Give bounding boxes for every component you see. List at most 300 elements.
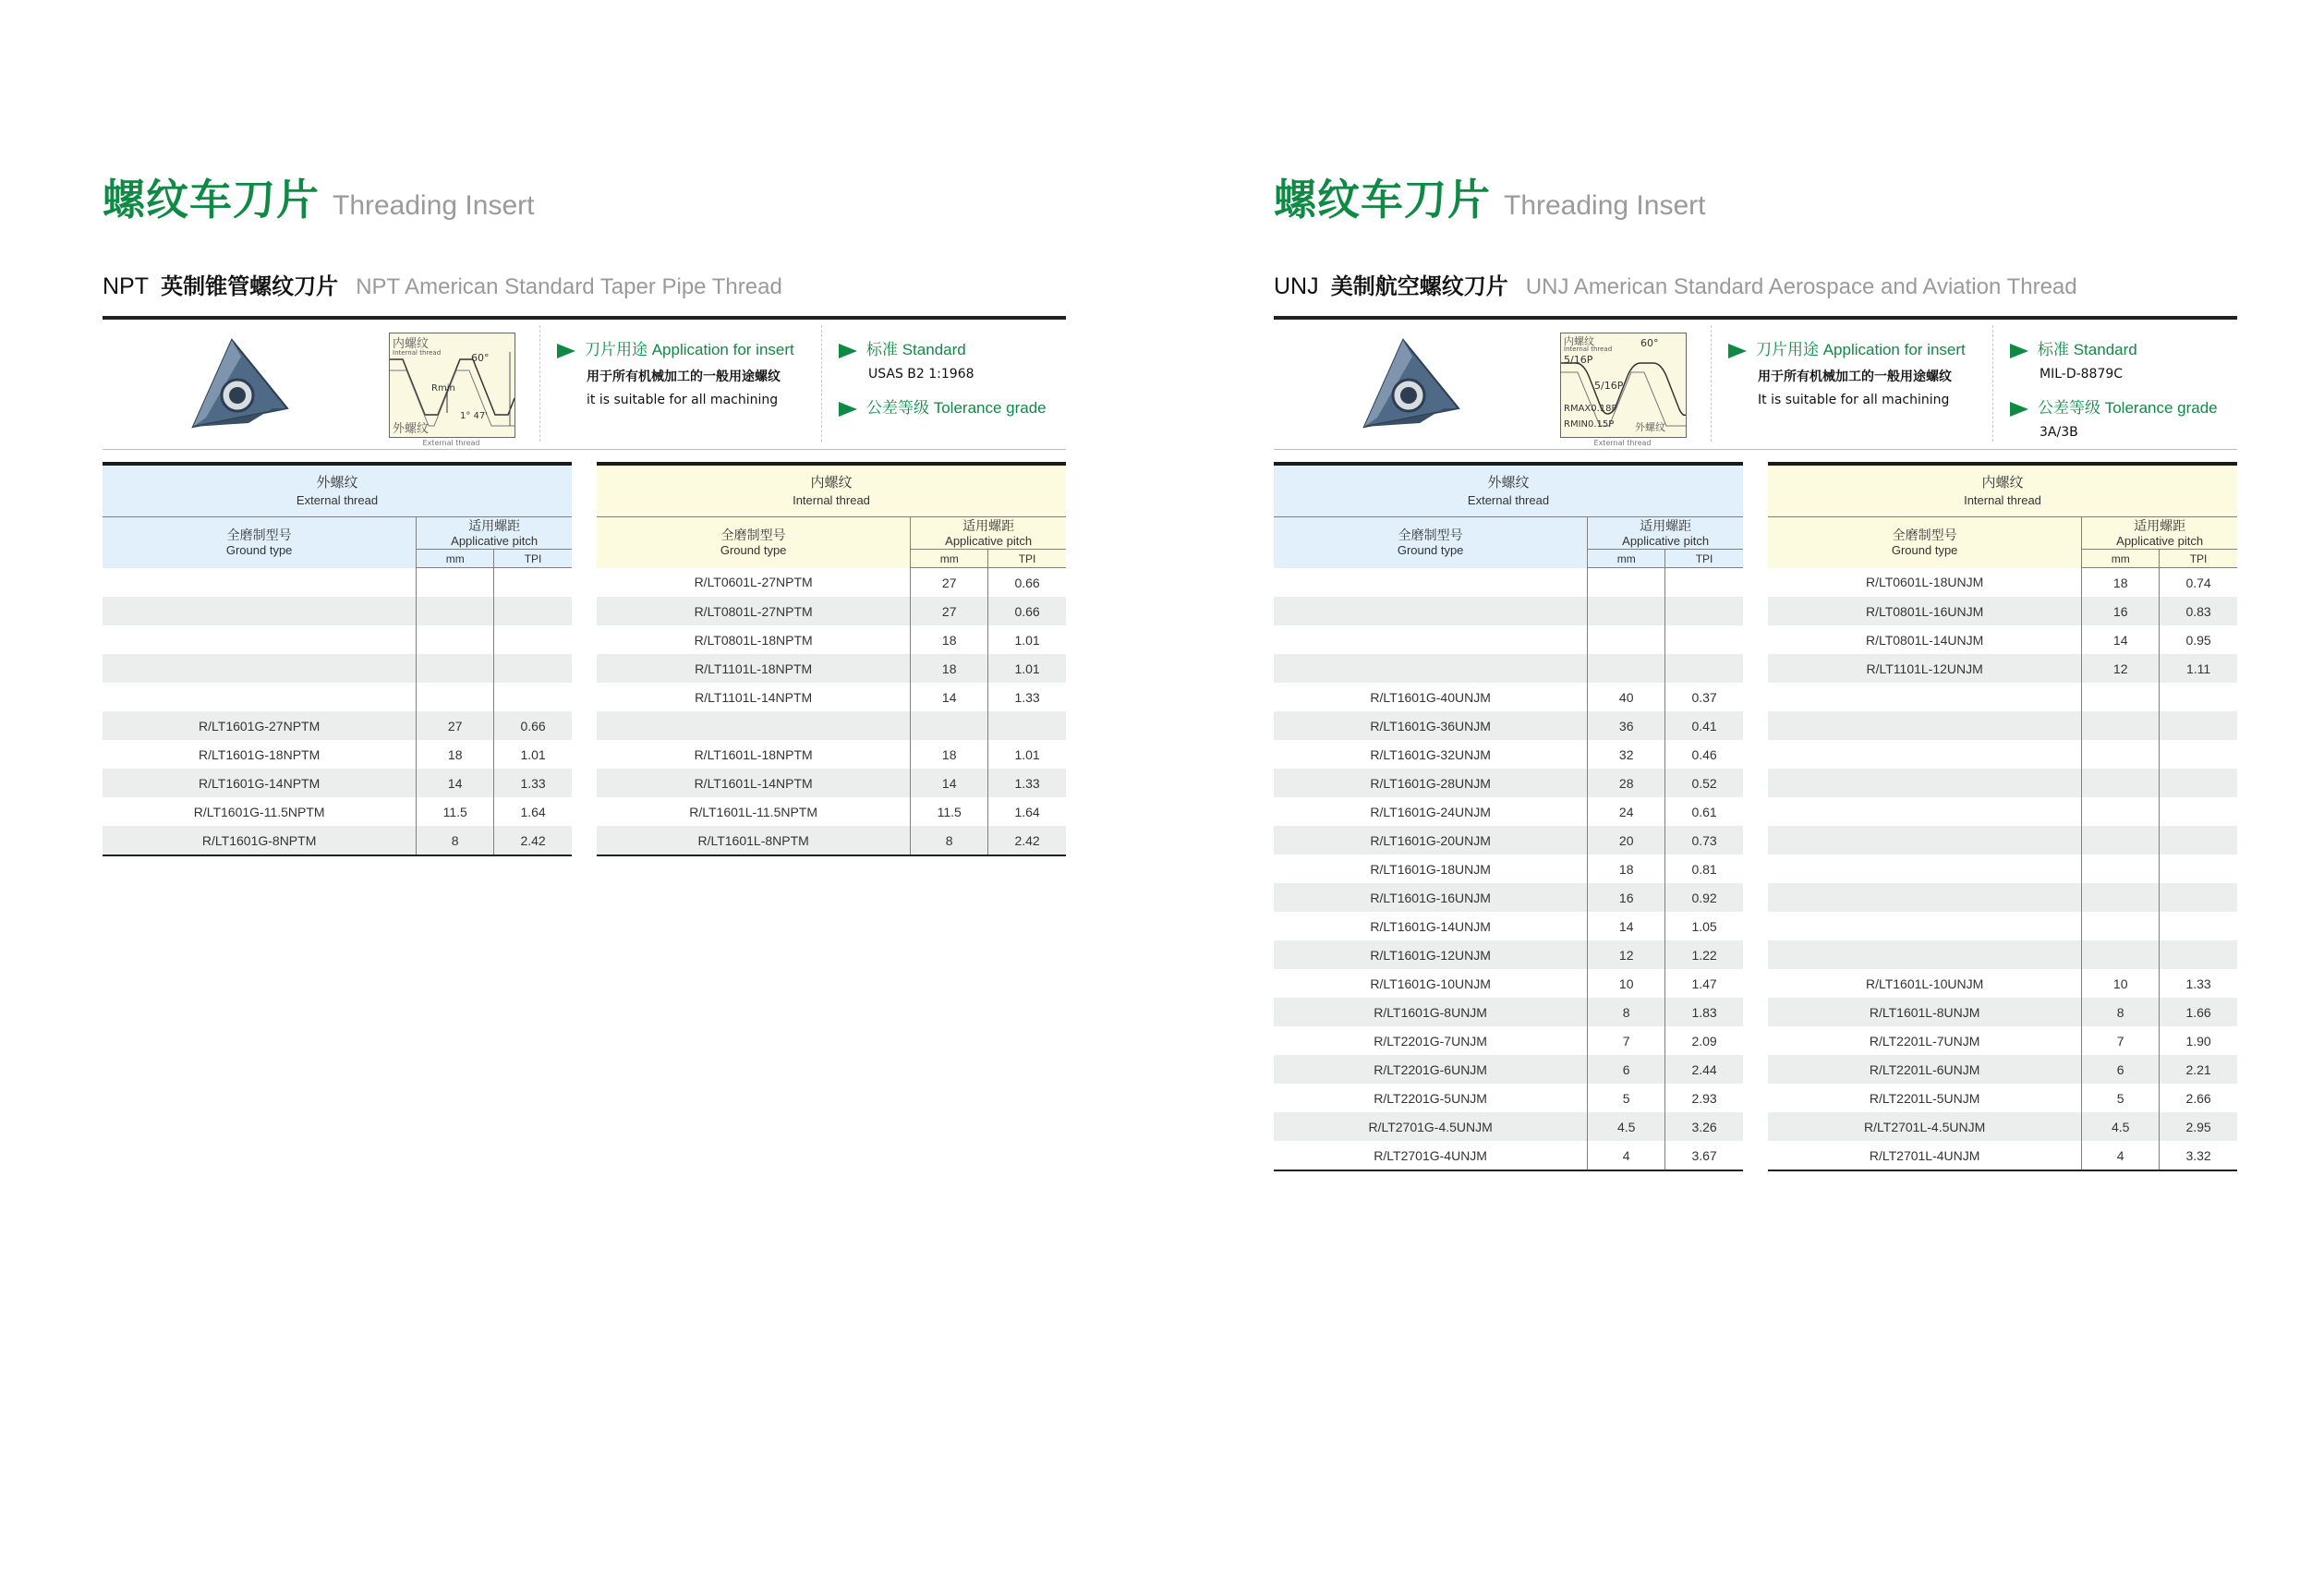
table-row <box>1274 855 1743 883</box>
pitch-mm-cell: 18 <box>1588 855 1665 883</box>
table-row <box>1274 1055 1743 1084</box>
model-cell <box>103 597 417 625</box>
pitch-tpi-cell <box>2160 940 2237 969</box>
pitch-mm-cell <box>1588 625 1665 654</box>
table-row <box>1768 940 2237 969</box>
model-cell: R/LT1601G-14NPTM <box>103 769 417 797</box>
threading-insert-image <box>1355 334 1466 436</box>
pitch-tpi-cell: 0.92 <box>1665 883 1743 912</box>
standard-block <box>2010 336 2218 440</box>
pitch-mm-cell: 8 <box>417 826 494 855</box>
model-cell: R/LT1601G-36UNJM <box>1274 711 1588 740</box>
title-en: Threading Insert <box>1504 190 1706 221</box>
model-cell: R/LT2201G-5UNJM <box>1374 1090 1487 1106</box>
subtitle-cn: 美制航空螺纹刀片 <box>1330 273 1508 299</box>
thread-code: UNJ <box>1274 273 1319 299</box>
model-cell <box>1274 654 1588 683</box>
model-cell: R/LT1601G-10UNJM <box>1370 976 1491 991</box>
pitch-tpi-cell <box>494 654 572 683</box>
pitch-tpi-cell <box>1665 625 1743 654</box>
table-row <box>597 654 1066 683</box>
model-cell: R/LT0801L-16UNJM <box>1768 597 2082 625</box>
pitch-tpi-cell: 2.42 <box>494 826 572 855</box>
pitch-tpi-cell: 0.81 <box>1665 855 1743 883</box>
table-row <box>1274 883 1743 912</box>
pitch-tpi-cell: 1.64 <box>988 797 1066 826</box>
model-cell <box>1768 711 2082 740</box>
pitch-mm-cell: 16 <box>1588 883 1665 912</box>
pitch-tpi-cell <box>2160 797 2237 826</box>
table-row <box>1768 1055 2237 1084</box>
table-row <box>1768 1112 2237 1141</box>
table-row <box>1768 1026 2237 1055</box>
title-cn: 螺纹车刀片 <box>103 175 320 224</box>
pitch-tpi-cell: 2.09 <box>1665 1026 1743 1055</box>
table-row <box>1768 912 2237 940</box>
pitch-mm-cell: 8 <box>2082 998 2160 1026</box>
pitch-tpi-cell <box>2160 912 2237 940</box>
arrow-icon <box>2010 344 2028 358</box>
table-row <box>597 568 1066 598</box>
pitch-mm-cell <box>417 683 494 711</box>
table-row <box>1274 826 1743 855</box>
pitch-mm-cell: 6 <box>2082 1055 2160 1084</box>
application-head: 刀片用途 Application for insert <box>1756 341 1966 358</box>
table-row <box>103 740 572 769</box>
model-cell <box>103 568 417 598</box>
divider <box>539 325 540 442</box>
arrow-icon <box>2010 402 2028 417</box>
model-cell: R/LT2701L-4UNJM <box>1768 1141 2082 1170</box>
pitch-column-header: 适用螺距 Applicative pitch <box>1588 517 1743 550</box>
table-row <box>1768 883 2237 912</box>
table-row <box>1274 597 1743 625</box>
table-row <box>1768 797 2237 826</box>
table-row <box>1274 797 1743 826</box>
pitch-tpi-cell: 1.47 <box>1665 969 1743 998</box>
pitch-tpi-cell <box>2160 855 2237 883</box>
pitch-tpi-cell: 1.01 <box>988 625 1066 654</box>
diag-external-cn: 外螺纹 <box>393 422 430 436</box>
model-cell: R/LT0801L-27NPTM <box>597 597 911 625</box>
diag-internal-cn: 内螺纹 <box>393 337 430 351</box>
pitch-mm-cell: 12 <box>1588 940 1665 969</box>
model-cell <box>1768 797 2082 826</box>
table-row <box>597 683 1066 711</box>
diag-internal-en: Internal thread <box>393 349 442 357</box>
pitch-mm-cell <box>2082 912 2160 940</box>
pitch-mm-cell: 4 <box>2082 1141 2160 1170</box>
unit-mm: mm <box>2082 550 2160 568</box>
table-row <box>103 683 572 711</box>
pitch-mm-cell: 28 <box>1588 769 1665 797</box>
unit-tpi: TPI <box>494 550 572 568</box>
pitch-tpi-cell: 1.33 <box>988 769 1066 797</box>
subtitle-en: UNJ American Standard Aerospace and Aviation Thread <box>1525 274 2077 299</box>
page-title <box>103 166 534 227</box>
pitch-mm-cell: 12 <box>2082 654 2160 683</box>
pitch-mm-cell <box>2082 797 2160 826</box>
pitch-tpi-cell: 3.26 <box>1665 1112 1743 1141</box>
model-cell: R/LT1601G-8NPTM <box>103 826 417 855</box>
pitch-mm-cell <box>1588 654 1665 683</box>
model-cell: R/LT1101L-12UNJM <box>1768 654 2082 683</box>
model-cell <box>1274 568 1588 598</box>
application-line-cn: 用于所有机械加工的一般用途螺纹 <box>1758 370 1952 384</box>
pitch-mm-cell: 32 <box>1588 740 1665 769</box>
model-cell: R/LT1601G-32UNJM <box>1370 746 1491 762</box>
table-row <box>1768 855 2237 883</box>
pitch-tpi-cell: 0.41 <box>1665 711 1743 740</box>
table-row <box>1274 969 1743 998</box>
pitch-tpi-cell <box>2160 683 2237 711</box>
table-row <box>1274 769 1743 797</box>
pitch-mm-cell: 5 <box>2082 1084 2160 1112</box>
subtitle-cn: 英制锥管螺纹刀片 <box>161 273 339 299</box>
pitch-tpi-cell <box>2160 883 2237 912</box>
thread-profile-diagram <box>1560 333 1687 438</box>
application-line-cn: 用于所有机械加工的一般用途螺纹 <box>587 370 781 384</box>
table-row <box>1274 740 1743 769</box>
model-cell <box>1768 683 2082 711</box>
diag-p1: 5/16P <box>1564 354 1593 366</box>
application-block <box>557 336 794 407</box>
pitch-tpi-cell <box>2160 769 2237 797</box>
pitch-tpi-cell: 1.90 <box>2160 1026 2237 1055</box>
table-row <box>597 597 1066 625</box>
pitch-mm-cell <box>2082 855 2160 883</box>
pitch-mm-cell <box>1588 597 1665 625</box>
model-cell: R/LT1601G-11.5NPTM <box>193 804 325 819</box>
thread-profile-diagram <box>389 333 515 438</box>
model-cell <box>1274 597 1588 625</box>
unit-tpi: TPI <box>988 550 1066 568</box>
subtitle-en: NPT American Standard Taper Pipe Thread <box>356 274 782 299</box>
divider <box>1711 325 1712 442</box>
pitch-tpi-cell <box>988 711 1066 740</box>
model-cell: R/LT2701G-4.5UNJM <box>1274 1112 1588 1141</box>
table-row <box>1768 998 2237 1026</box>
pitch-mm-cell: 14 <box>417 769 494 797</box>
table-row <box>597 797 1066 826</box>
pitch-mm-cell <box>2082 940 2160 969</box>
external-thread-table <box>103 462 572 856</box>
pitch-mm-cell: 20 <box>1588 826 1665 855</box>
arrow-icon <box>1728 344 1747 358</box>
model-cell <box>1768 883 2082 912</box>
pitch-mm-cell: 14 <box>1588 912 1665 940</box>
standard-head: 标准 Standard <box>2038 341 2137 358</box>
table-row <box>1768 969 2237 998</box>
model-cell <box>1768 940 2082 969</box>
pitch-mm-cell: 16 <box>2082 597 2160 625</box>
pitch-mm-cell: 24 <box>1588 797 1665 826</box>
model-cell <box>1768 912 2082 940</box>
pitch-tpi-cell: 1.33 <box>988 683 1066 711</box>
application-head: 刀片用途 Application for insert <box>585 341 794 358</box>
pitch-mm-cell: 8 <box>911 826 988 855</box>
tolerance-head: 公差等级 Tolerance grade <box>2038 399 2218 417</box>
model-cell <box>1768 740 2082 769</box>
model-cell <box>103 654 417 683</box>
model-cell: R/LT1601G-16UNJM <box>1274 883 1588 912</box>
model-cell: R/LT2201G-6UNJM <box>1274 1055 1588 1084</box>
table-row <box>1768 1141 2237 1170</box>
model-cell: R/LT0601L-27NPTM <box>694 575 813 590</box>
pitch-mm-cell: 10 <box>2082 969 2160 998</box>
pitch-tpi-cell: 1.01 <box>988 740 1066 769</box>
pitch-tpi-cell: 0.74 <box>2160 568 2237 598</box>
diag-external-en: External thread <box>1593 439 1652 447</box>
model-cell: R/LT1101L-14NPTM <box>695 689 813 705</box>
pitch-tpi-cell <box>2160 826 2237 855</box>
unit-mm: mm <box>417 550 494 568</box>
pitch-tpi-cell: 2.66 <box>2160 1084 2237 1112</box>
table-row <box>1274 711 1743 740</box>
model-cell: R/LT1601G-18UNJM <box>1370 861 1491 877</box>
model-cell: R/LT1601L-18NPTM <box>694 746 813 762</box>
model-cell: R/LT1601G-24UNJM <box>1370 804 1491 819</box>
pitch-tpi-cell <box>1665 597 1743 625</box>
pitch-mm-cell: 40 <box>1588 683 1665 711</box>
table-row <box>1768 826 2237 855</box>
group-header: 外螺纹 External thread <box>1274 464 1743 517</box>
pitch-mm-cell: 36 <box>1588 711 1665 740</box>
standard-block <box>839 336 1047 418</box>
diag-internal-en: Internal thread <box>1564 345 1613 353</box>
application-block <box>1728 336 1966 407</box>
tolerance-value: 3A/3B <box>2040 425 2078 440</box>
pitch-tpi-cell: 2.93 <box>1665 1084 1743 1112</box>
pitch-column-header: 适用螺距 Applicative pitch <box>2082 517 2237 550</box>
model-cell <box>103 683 417 711</box>
pitch-mm-cell: 27 <box>417 711 494 740</box>
table-row <box>103 826 572 855</box>
pitch-mm-cell <box>2082 826 2160 855</box>
diag-internal-cn: 内螺纹 <box>1564 335 1594 347</box>
diag-external-en: External thread <box>422 439 480 447</box>
pitch-mm-cell <box>2082 769 2160 797</box>
table-row <box>1274 1026 1743 1055</box>
model-cell: R/LT1601L-14NPTM <box>597 769 911 797</box>
standard-head: 标准 Standard <box>866 341 966 358</box>
pitch-tpi-cell <box>494 597 572 625</box>
model-cell <box>103 625 417 654</box>
model-cell: R/LT2201L-7UNJM <box>1869 1033 1980 1049</box>
model-cell: R/LT1601G-12UNJM <box>1274 940 1588 969</box>
diag-rmax: RMAX0.18P <box>1564 404 1617 414</box>
unit-tpi: TPI <box>2160 550 2237 568</box>
model-cell: R/LT0601L-18UNJM <box>1865 575 1984 590</box>
model-cell: R/LT2701G-4UNJM <box>1274 1141 1588 1170</box>
model-cell <box>1768 826 2082 855</box>
group-header: 内螺纹 Internal thread <box>597 464 1066 517</box>
pitch-mm-cell: 6 <box>1588 1055 1665 1084</box>
pitch-mm-cell: 27 <box>911 568 988 598</box>
application-line-en: it is suitable for all machining <box>587 393 779 407</box>
pitch-tpi-cell: 2.42 <box>988 826 1066 855</box>
model-cell <box>1768 769 2082 797</box>
pitch-tpi-cell: 0.83 <box>2160 597 2237 625</box>
model-cell: R/LT1601G-28UNJM <box>1274 769 1588 797</box>
pitch-mm-cell: 8 <box>1588 998 1665 1026</box>
internal-thread-table <box>597 462 1066 856</box>
model-cell: R/LT1601G-27NPTM <box>103 711 417 740</box>
pitch-mm-cell: 14 <box>2082 625 2160 654</box>
pitch-tpi-cell: 1.83 <box>1665 998 1743 1026</box>
pitch-tpi-cell: 1.11 <box>2160 654 2237 683</box>
table-row <box>1768 683 2237 711</box>
diag-p2: 5/16P <box>1594 380 1624 392</box>
model-cell: R/LT1601L-11.5NPTM <box>689 804 818 819</box>
pitch-mm-cell: 18 <box>417 740 494 769</box>
table-row <box>103 797 572 826</box>
table-row <box>597 826 1066 855</box>
model-cell: R/LT2201L-5UNJM <box>1869 1090 1980 1106</box>
pitch-tpi-cell: 2.44 <box>1665 1055 1743 1084</box>
pitch-tpi-cell: 2.95 <box>2160 1112 2237 1141</box>
model-column-header: 全磨制型号 Ground type <box>1274 517 1588 568</box>
model-cell: R/LT1601G-20UNJM <box>1274 826 1588 855</box>
pitch-tpi-cell <box>494 625 572 654</box>
table-row <box>103 568 572 598</box>
table-row <box>1274 1141 1743 1170</box>
table-row <box>103 597 572 625</box>
arrow-icon <box>839 344 857 358</box>
tolerance-head: 公差等级 Tolerance grade <box>866 399 1047 417</box>
pitch-tpi-cell <box>494 568 572 598</box>
section-subtitle <box>103 268 782 300</box>
diag-rmin: RMIN0.15P <box>1564 419 1615 430</box>
insert-info-band <box>1274 316 2237 450</box>
divider <box>1992 325 1993 442</box>
pitch-tpi-cell: 1.33 <box>2160 969 2237 998</box>
model-cell: R/LT1601G-8UNJM <box>1274 998 1588 1026</box>
diag-angle: 60° <box>1640 337 1659 349</box>
table-row <box>1768 568 2237 598</box>
table-row <box>1274 998 1743 1026</box>
pitch-tpi-cell: 0.66 <box>494 711 572 740</box>
table-row <box>103 625 572 654</box>
title-en: Threading Insert <box>333 190 535 221</box>
pitch-tpi-cell <box>2160 740 2237 769</box>
group-header: 内螺纹 Internal thread <box>1768 464 2237 517</box>
arrow-icon <box>557 344 575 358</box>
model-cell: R/LT2701L-4.5UNJM <box>1768 1112 2082 1141</box>
diag-angle: 60° <box>471 352 490 364</box>
model-cell: R/LT0801L-18NPTM <box>694 632 813 648</box>
pitch-tpi-cell: 2.21 <box>2160 1055 2237 1084</box>
section-subtitle <box>1274 268 2077 300</box>
pitch-tpi-cell: 0.66 <box>988 597 1066 625</box>
table-row <box>1768 625 2237 654</box>
table-row <box>1274 1112 1743 1141</box>
model-cell: R/LT1601G-18NPTM <box>199 746 321 762</box>
pitch-tpi-cell <box>1665 568 1743 598</box>
diag-external-cn: 外螺纹 <box>1635 421 1665 433</box>
table-row <box>1274 940 1743 969</box>
pitch-mm-cell: 11.5 <box>417 797 494 826</box>
pitch-tpi-cell: 0.66 <box>988 568 1066 598</box>
pitch-tpi-cell <box>494 683 572 711</box>
pitch-mm-cell <box>2082 740 2160 769</box>
pitch-tpi-cell: 0.52 <box>1665 769 1743 797</box>
pitch-mm-cell: 4.5 <box>1588 1112 1665 1141</box>
table-row <box>1768 1084 2237 1112</box>
model-cell: R/LT0801L-14UNJM <box>1865 632 1984 648</box>
model-cell: R/LT1601L-8NPTM <box>597 826 911 855</box>
pitch-tpi-cell <box>1665 654 1743 683</box>
model-cell: R/LT1601L-8UNJM <box>1768 998 2082 1026</box>
pitch-mm-cell: 18 <box>911 654 988 683</box>
pitch-mm-cell <box>1588 568 1665 598</box>
table-row <box>597 711 1066 740</box>
table-row <box>103 654 572 683</box>
table-row <box>597 625 1066 654</box>
pitch-tpi-cell: 0.61 <box>1665 797 1743 826</box>
model-column-header: 全磨制型号 Ground type <box>103 517 417 568</box>
pitch-tpi-cell: 1.66 <box>2160 998 2237 1026</box>
pitch-mm-cell: 4 <box>1588 1141 1665 1170</box>
pitch-tpi-cell: 1.05 <box>1665 912 1743 940</box>
pitch-tpi-cell: 0.73 <box>1665 826 1743 855</box>
pitch-mm-cell: 18 <box>2082 568 2160 598</box>
table-row <box>597 769 1066 797</box>
thread-code: NPT <box>103 273 149 299</box>
pitch-column-header: 适用螺距 Applicative pitch <box>417 517 572 550</box>
arrow-icon <box>839 402 857 417</box>
table-row <box>597 740 1066 769</box>
model-cell <box>597 711 911 740</box>
model-column-header: 全磨制型号 Ground type <box>1768 517 2082 568</box>
model-cell: R/LT1601G-14UNJM <box>1370 918 1491 934</box>
pitch-mm-cell: 14 <box>911 769 988 797</box>
pitch-mm-cell <box>417 597 494 625</box>
threading-insert-image <box>184 334 295 436</box>
table-row <box>1274 568 1743 598</box>
table-row <box>1274 683 1743 711</box>
pitch-mm-cell <box>2082 883 2160 912</box>
pitch-mm-cell: 27 <box>911 597 988 625</box>
table-row <box>1768 769 2237 797</box>
pitch-mm-cell: 18 <box>911 625 988 654</box>
model-cell: R/LT1601L-10UNJM <box>1865 976 1984 991</box>
group-header: 外螺纹 External thread <box>103 464 572 517</box>
pitch-tpi-cell: 3.67 <box>1665 1141 1743 1170</box>
pitch-mm-cell <box>417 625 494 654</box>
table-row <box>1274 912 1743 940</box>
pitch-mm-cell <box>2082 683 2160 711</box>
pitch-mm-cell: 11.5 <box>911 797 988 826</box>
pitch-tpi-cell: 3.32 <box>2160 1141 2237 1170</box>
table-row <box>1768 597 2237 625</box>
table-row <box>1274 625 1743 654</box>
title-cn: 螺纹车刀片 <box>1274 175 1491 224</box>
table-row <box>1274 1084 1743 1112</box>
pitch-tpi-cell: 0.95 <box>2160 625 2237 654</box>
model-cell <box>1274 625 1588 654</box>
table-row <box>1768 740 2237 769</box>
pitch-mm-cell: 5 <box>1588 1084 1665 1112</box>
pitch-mm-cell <box>911 711 988 740</box>
model-column-header: 全磨制型号 Ground type <box>597 517 911 568</box>
model-cell <box>1768 855 2082 883</box>
pitch-mm-cell <box>417 654 494 683</box>
pitch-mm-cell <box>2082 711 2160 740</box>
pitch-tpi-cell: 1.01 <box>494 740 572 769</box>
table-row <box>1274 654 1743 683</box>
divider <box>821 325 822 442</box>
